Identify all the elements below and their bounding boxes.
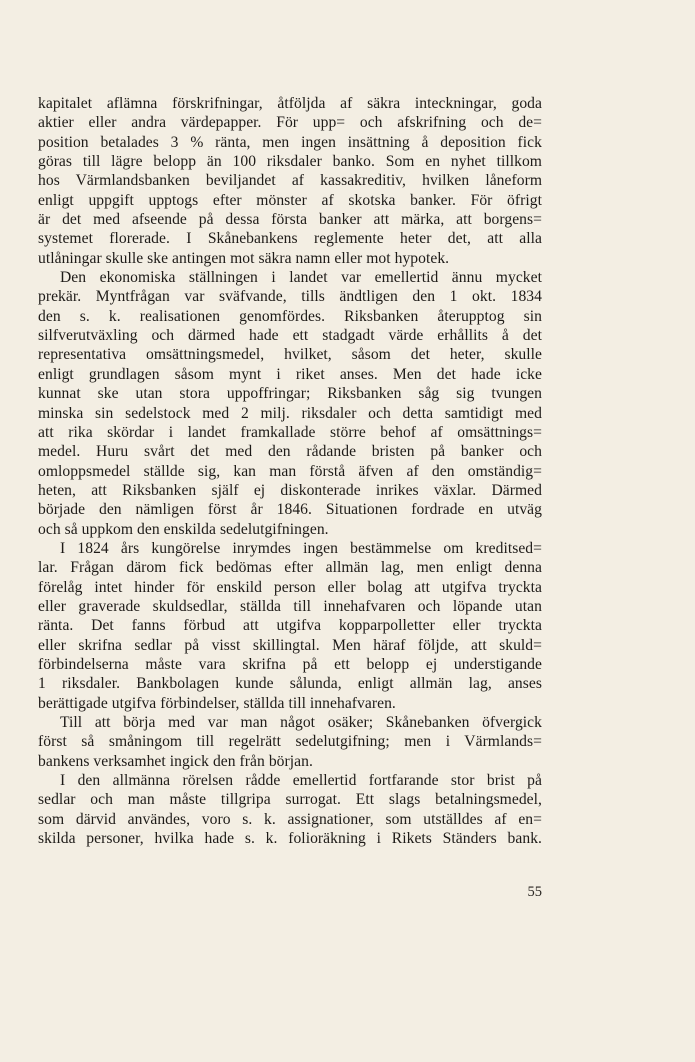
text-line: 1 riksdaler. Bankbolagen kunde sålunda, enligt allmän lag, anses <box>38 675 542 693</box>
text-line: förelåg intet hinder för enskild person eller bolag att utgifva tryckta <box>38 578 542 596</box>
text-line: utlåningar skulle ske antingen mot säkra namn eller mot hypotek. <box>38 249 450 267</box>
text-line: representativa omsättningsmedel, hvilket, såsom det heter, skulle <box>38 346 542 364</box>
text-line: position betalades 3 % ränta, men ingen insättning å deposition fick <box>38 133 542 151</box>
text-line: är det med afseende på dessa första banker att märka, att borgens= <box>38 211 542 229</box>
text-line: att rika skördar i landet framkallade större behof af omsättnings= <box>38 423 542 441</box>
text-line: som därvid användes, voro s. k. assignationer, som utställdes af en= <box>38 810 542 828</box>
text-line: aktier eller andra värdepapper. För upp= och afskrifning och de= <box>38 114 542 132</box>
text-line: eller graverade skuldsedlar, ställda till innehafvaren och löpande utan <box>38 597 542 615</box>
text-line: heten, att Riksbanken själf ej diskonterade inrikes växlar. Därmed <box>38 481 542 499</box>
text-line: kunnat ske utan stora uppoffringar; Riksbanken såg sig tvungen <box>38 385 542 403</box>
text-line: berättigade utgifva förbindelser, ställda till innehafvaren. <box>38 694 396 712</box>
text-line: bankens verksamhet ingick den från början. <box>38 752 313 770</box>
text-line: I 1824 års kungörelse inrymdes ingen bestämmelse om kreditsed= <box>60 539 542 557</box>
text-line: eller skrifna sedlar på visst skillingtal. Men häraf följde, att skuld= <box>38 636 542 654</box>
text-line: Den ekonomiska ställningen i landet var emellertid ännu mycket <box>60 269 542 287</box>
text-line: Till att börja med var man något osäker; Skånebanken öfvergick <box>60 714 542 731</box>
text-line: sedlar och man måste tillgripa surrogat. Ett slags betalningsmedel, <box>38 791 542 809</box>
text-line: enligt uppgift upptogs efter mönster af skotska banker. För öfrigt <box>38 191 542 209</box>
page-number: 55 <box>527 884 542 900</box>
text-line: den s. k. realisationen genomfördes. Riksbanken återupptog sin <box>38 307 542 325</box>
text-line: silfverutväxling och därmed hade ett stadgadt värde erhållits å det <box>38 327 542 345</box>
text-line: lar. Frågan därom fick bedömas efter allmän lag, men enligt denna <box>38 559 542 577</box>
body-text <box>38 94 542 848</box>
text-line: I den allmänna rörelsen rådde emellertid fortfarande stor brist på <box>60 772 542 790</box>
text-line: systemet florerade. I Skånebankens reglemente heter det, att alla <box>38 230 542 248</box>
text-line: prekär. Myntfrågan var sväfvande, tills ändtligen den 1 okt. 1834 <box>38 288 542 306</box>
text-line: göras till lägre belopp än 100 riksdaler banko. Som en nyhet tillkom <box>38 153 542 171</box>
text-line: minska sin sedelstock med 2 milj. riksdaler och detta samtidigt med <box>38 404 542 422</box>
text-line: ränta. Det fanns förbud att utgifva kopparpolletter eller tryckta <box>38 617 542 635</box>
text-line: och så uppkom den enskilda sedelutgifningen. <box>38 520 329 538</box>
text-line: hos Värmlandsbanken beviljandet af kassakreditiv, hvilken låneform <box>38 172 542 190</box>
text-line: skilda personer, hvilka hade s. k. folioräkning i Rikets Ständers bank. <box>38 830 542 848</box>
text-line: enligt grundlagen såsom mynt i riket anses. Men det hade icke <box>38 365 542 383</box>
text-line: började den nämligen först år 1846. Situationen fordrade en utväg <box>38 501 542 519</box>
text-line: kapitalet aflämna förskrifningar, åtföljda af säkra inteckningar, goda <box>38 95 542 112</box>
text-line: först så småningom till regelrätt sedelutgifning; men i Värmlands= <box>38 733 542 751</box>
text-line: medel. Huru svårt det med den rådande bristen på banker och <box>38 443 542 461</box>
text-line: omloppsmedel ställde sig, kan man förstå äfven af den omständig= <box>38 462 542 480</box>
text-line: förbindelserna måste vara skrifna på ett belopp ej understigande <box>38 655 542 673</box>
